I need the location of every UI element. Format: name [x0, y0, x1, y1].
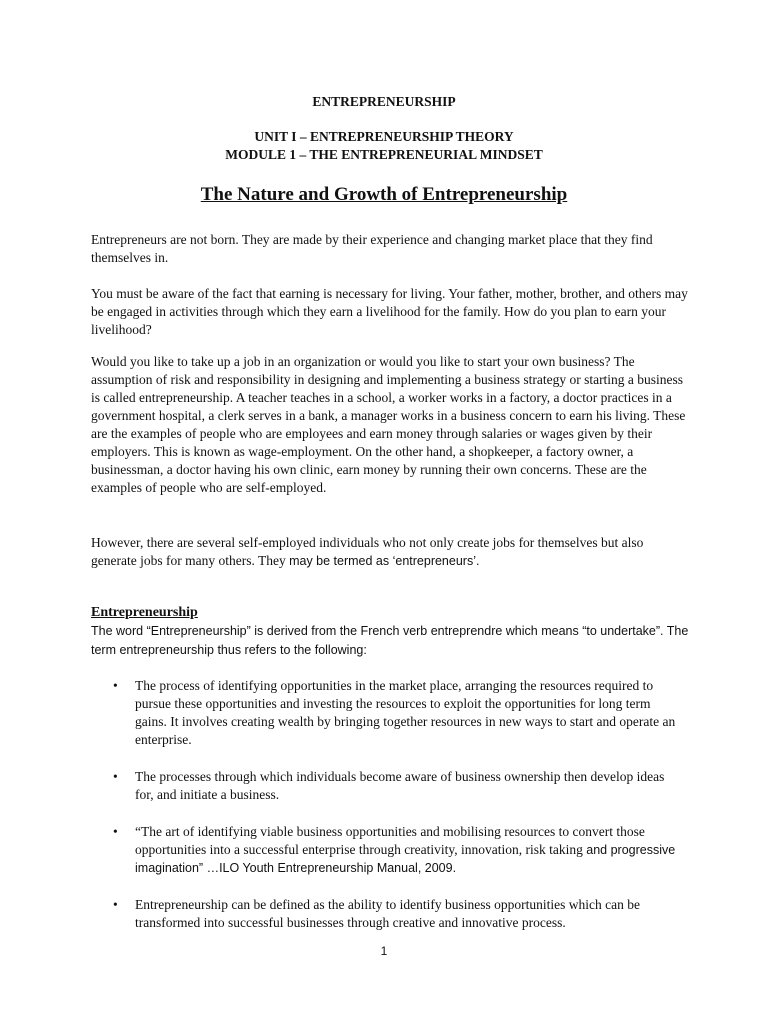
- bullet-text: The process of identifying opportunities in the market place, arranging the resources required to pursue these opportunities and investing the resources to exploit the opportunities for long term gains. It involves creating wealth by bringing together resources in new ways to start and operate an enterprise.: [135, 678, 676, 747]
- bullet-text: Entrepreneurship can be defined as the ability to identify business opportunities which can be transformed into successful businesses through creative and innovative process.: [135, 897, 640, 930]
- course-heading: ENTREPRENEURSHIP: [312, 94, 456, 109]
- bullet-3-alt-text: and progressive imagination” …ILO Youth Entrepreneurship Manual, 2009.: [135, 843, 676, 875]
- bullet-text: [135, 823, 683, 877]
- bullet-marker: •: [113, 824, 118, 839]
- module-heading: MODULE 1 – THE ENTREPRENEURIAL MINDSET: [225, 147, 543, 162]
- page-number: 1: [380, 944, 388, 958]
- unit-heading: UNIT I – ENTREPRENEURSHIP THEORY: [254, 129, 514, 144]
- document-title: The Nature and Growth of Entrepreneurship: [200, 184, 568, 205]
- bullet-3-text: “The art of identifying viable business opportunities and mobilising resources to convert those opportunities into a successful enterprise through creativity, innovation, risk taking: [135, 824, 645, 857]
- bullet-marker: •: [113, 769, 118, 784]
- section-heading: Entrepreneurship: [91, 605, 198, 620]
- bullet-marker: •: [113, 897, 118, 912]
- bullet-marker: •: [113, 678, 118, 693]
- paragraph-1: Entrepreneurs are not born. They are made by their experience and changing market place that they find themselves in.: [91, 232, 653, 265]
- paragraph-4-alt-text: may be termed as ‘entrepreneurs’.: [289, 554, 480, 568]
- paragraph-4: [91, 534, 691, 570]
- paragraph-2: You must be aware of the fact that earning is necessary for living. Your father, mother, brother, and others may be engaged in activities through which they earn a livelihood for the family. How do you plan to earn your livelihood?: [91, 286, 688, 337]
- paragraph-4-text: However, there are several self-employed individuals who not only create jobs for themselves but also generate jobs for many others. They: [91, 535, 644, 568]
- bullet-text: The processes through which individuals become aware of business ownership then develop ideas for, and initiate a business.: [135, 769, 665, 802]
- section-intro: The word “Entrepreneurship” is derived from the French verb entreprendre which means “to undertake”. The term entrepreneurship thus refers to the following:: [91, 624, 689, 657]
- paragraph-3: Would you like to take up a job in an organization or would you like to start your own business? The assumption of risk and responsibility in designing and implementing a business strategy or starting a business is called entrepreneurship. A teacher teaches in a school, a worker works in a factory, a doctor practices in a government hospital, a clerk serves in a bank, a manager works in a business concern to earn his living. These are the examples of people who are employees and earn money through salaries or wages given by their employers. This is known as wage-employment. On the other hand, a shopkeeper, a factory owner, a businessman, a doctor having his own clinic, earn money by running their own concerns. These are the examples of people who are self-employed.: [91, 354, 686, 495]
